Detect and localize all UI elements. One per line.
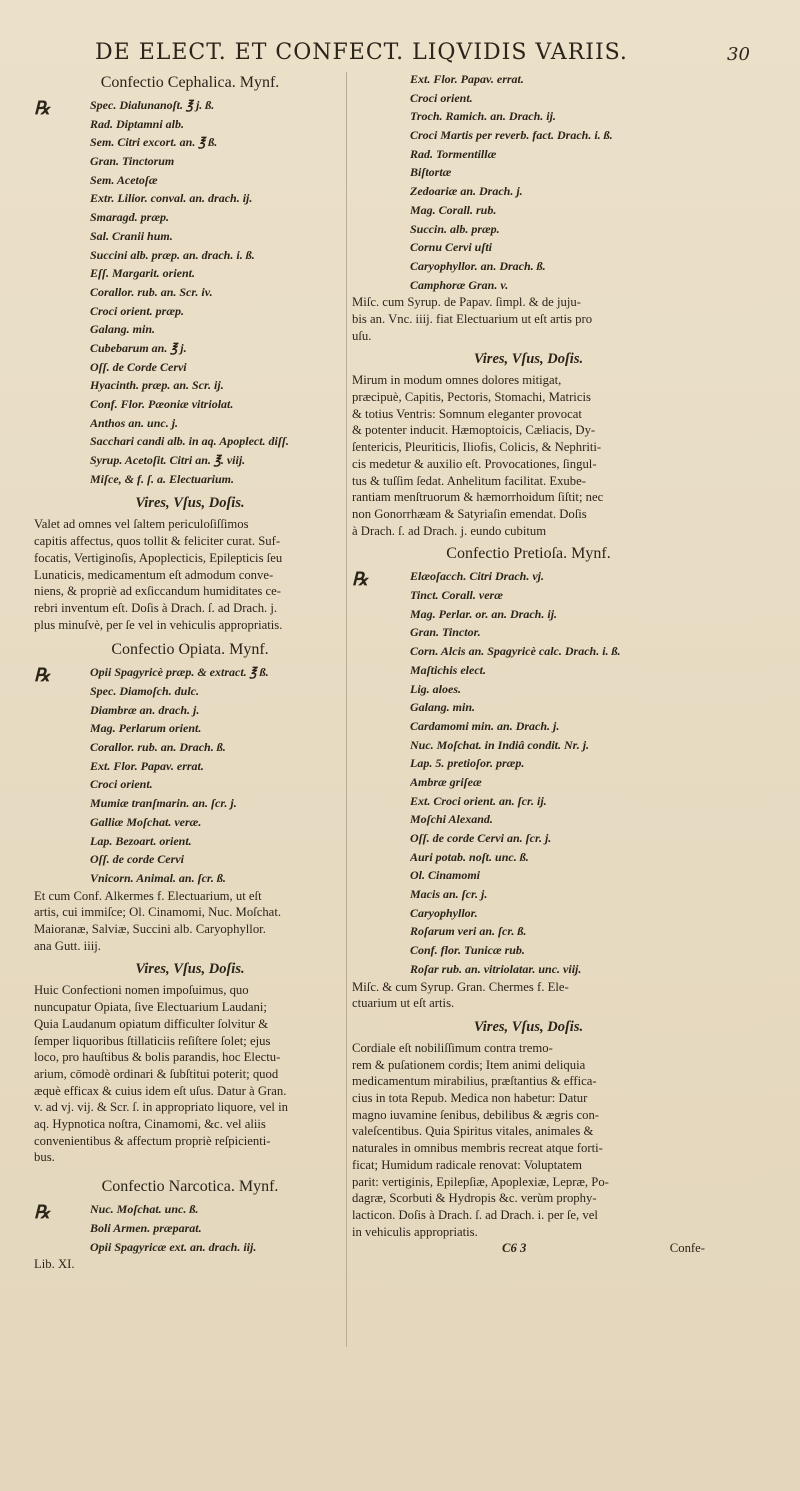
catchword: Confe- [669,1241,705,1256]
recipe-narcotica [34,1200,346,1256]
ingredient-line: Ext. Flor. Papav. errat. [90,758,204,773]
ingredient-line: Troch. Ramich. an. Drach. ij. [410,109,556,124]
text-line: niens, & propriè ad exſiccandum humiditates ce- [34,584,281,599]
text-line: rem & puſationem cordis; Item animi deliquia [352,1057,586,1072]
ingredient-line: Croci orient. [410,90,473,105]
text-line: uſu. [352,328,372,343]
recipe-symbol-icon: ℞ [34,665,51,687]
text-line: valeſcentibus. Quia Spiritus vitales, animales & [352,1124,594,1139]
ingredient-line: Syrup. Acetoſit. Citri an. ℥. viij. [90,453,246,468]
text-line: à Drach. ſ. ad Drach. j. eundo cubitum [352,523,547,538]
ingredient-line: Nuc. Moſchat. in Indiâ condit. Nr. j. [410,737,590,752]
paragraph-opiata-method [34,888,346,955]
ingredient-line: Boli Armen. præparat. [90,1220,202,1235]
ingredient-line: Cubebarum an. ℥ j. [90,340,187,355]
ingredient-line: Mumiæ tranſmarin. an. ſcr. j. [90,796,237,811]
text-line: tus & tuſſim ſedat. Anhelitum facilitat. Exube- [352,473,586,488]
text-line: Lunaticis, medicamentum eſt admodum conve- [34,567,274,582]
ingredient-line: Croci orient. [90,777,153,792]
ingredient-line: Conf. flor. Tunicæ rub. [410,943,525,958]
ingredient-line: Sacchari candi alb. in aq. Apoplect. diſſ. [90,434,289,449]
paragraph-method [352,294,705,344]
text-line: magno iuvamine ſenibus, debilibus & ægris con- [352,1107,600,1122]
text-line: non Gonorrhæam & Satyriaſin emendat. Doſis [352,506,587,521]
paragraph-vires [352,372,705,539]
text-line: rantiam menſtruorum & hæmorrhoidum ſiſtit; nec [352,490,604,505]
text-line: Miſc. & cum Syrup. Gran. Chermes f. Ele- [352,979,569,994]
ingredient-line: Sem. Acetoſæ [90,172,158,187]
text-line: Huic Confectioni nomen impoſuimus, quo [34,983,249,998]
paragraph-opiata [34,982,346,1166]
ingredient-list [90,96,346,488]
ingredient-line: Auri potab. noſt. unc. ß. [410,849,529,864]
text-line: aq. Hypnotica noſtra, Cinamomi, &c. vel aliis [34,1117,266,1132]
text-line: loco, pro hauſtibus & bolis parandis, hoc Electu- [34,1050,281,1065]
ingredient-line: Spec. Dialunanoſt. ℥ j. ß. [90,98,215,112]
text-line: & totius Ventris: Somnum eleganter provocat [352,406,582,421]
text-line: rebri inventum eſt. Doſis à Drach. ſ. ad Drach. j. [34,600,278,615]
text-line: parit: vertiginis, Epilepſiæ, Apoplexiæ, Lepræ, Po- [352,1174,609,1189]
text-line: v. ad vj. vij. & Scr. ſ. in appropriato liquore, vel in [34,1100,288,1115]
text-line: ſemper liquoribus ſtillaticiis reſiſtere ſolet; ejus [34,1033,271,1048]
section-title-pretiosa: Confectio Pretioſa. Mynf. [446,545,611,563]
ingredient-line: Cornu Cervi uſti [410,240,493,255]
ingredient-line: Succin. alb. præp. [410,221,500,236]
text-line: ctuarium ut eſt artis. [352,996,455,1011]
ingredient-line: Gran. Tinctorum [90,154,175,169]
text-line: naturales in omnibus membris recreat atque forti- [352,1141,603,1156]
ingredient-line: Caryophyllor. [410,905,478,920]
text-line: convenientibus & affectum propriè reſpicienti- [34,1133,271,1148]
ingredient-line: Macis an. ſcr. j. [410,887,488,902]
section-title-cephalica: Confectio Cephalica. Mynf. [100,74,280,91]
ingredient-line: Eſſ. Margarit. orient. [90,266,196,281]
ingredient-line: Conf. Flor. Pæoniæ vitriolat. [90,397,234,411]
right-column [352,70,705,1258]
text-line: arium, cōmodè ordinari & ſubſtitui poterit; quod [34,1066,279,1081]
ingredient-list [410,567,705,978]
signature-mark: Lib. XI. [34,1257,75,1272]
ingredient-line: Smaragd. præp. [90,210,170,225]
text-line: Maioranæ, Salviæ, Succini alb. Caryophyllor. [34,922,266,937]
ingredient-line: Mag. Corall. rub. [410,202,497,217]
text-line: ficat; Humidum radicale renovat: Voluptatem [352,1157,582,1172]
running-head: DE ELECT. ET CONFECT. LIQVIDIS VARIIS. [95,40,628,65]
ingredient-line: Roſar rub. an. vitriolatar. unc. viij. [410,961,582,976]
left-column [34,70,346,1273]
text-line: ana Gutt. iiij. [34,938,101,953]
ingredient-line: Ol. Cinamomi [410,868,481,883]
text-line: cius in tota Repub. Medica non habetur: Datur [352,1091,588,1106]
text-line: Mirum in modum omnes dolores mitigat, [352,373,562,388]
vires-heading: Vires, Vſus, Doſis. [135,495,245,512]
ingredient-line: Rad. Diptamni alb. [90,116,185,131]
paragraph-cephalica [34,516,346,633]
text-line: bus. [34,1150,55,1165]
ingredient-line: Succini alb. præp. an. drach. i. ß. [90,247,255,262]
ingredient-line: Opii Spagyricè præp. & extract. ℥ ß. [90,665,269,680]
section-title-narcotica: Confectio Narcotica. Mynf. [101,1178,279,1196]
ingredient-list [410,70,705,294]
section-title-opiata: Confectio Opiata. Mynf. [111,641,269,659]
text-line: Valet ad omnes vel ſaltem periculoſiſſimos [34,517,249,532]
ingredient-line: Galang. min. [410,700,476,715]
ingredient-line: Extr. Lilior. conval. an. drach. ij. [90,191,253,206]
ingredient-line: Caryophyllor. an. Drach. ß. [410,258,546,273]
recipe-symbol-icon: ℞ [352,569,369,591]
text-line: cis medetur & auxilio eſt. Provocationes, ſingul- [352,456,597,471]
ingredient-line: Gran. Tinctor. [410,625,481,640]
recipe-symbol-icon: ℞ [34,98,51,119]
text-line: Quia Laudanum opiatum difficulter ſolvitur & [34,1016,269,1031]
text-line: plus minuſvè, per ſe vel in vehiculis appropriatis. [34,617,283,632]
paragraph-pretiosa [352,1040,705,1240]
ingredient-line: Spec. Diamoſch. dulc. [90,684,199,699]
text-line: medicamentum mirabilius, præſtantius & effica- [352,1074,597,1089]
column-divider [346,72,347,1347]
ingredient-line: Corallor. rub. an. Scr. iv. [90,284,213,299]
ingredient-line: Zedoariæ an. Drach. j. [410,184,523,199]
ingredient-line: Roſarum veri an. ſcr. ß. [410,924,527,939]
ingredient-line: Vnicorn. Animal. an. ſcr. ß. [90,870,226,885]
recipe-opiata [34,663,346,887]
ingredient-line: Oſſ. de corde Cervi an. ſcr. j. [410,831,552,846]
ingredient-line: Ambræ griſeæ [410,774,482,789]
ingredient-line: Lap. Bezoart. orient. [90,833,192,848]
ingredient-line: Camphoræ Gran. v. [410,277,509,292]
paragraph-pretiosa-method [352,979,705,1012]
ingredient-line: Diambræ an. drach. j. [90,702,200,717]
text-line: Miſc. cum Syrup. de Papav. ſimpl. & de juju- [352,295,581,310]
recipe-continued [352,70,705,294]
ingredient-line: Ext. Croci orient. an. ſcr. ij. [410,793,547,808]
text-line: bis an. Vnc. iiij. fiat Electuarium ut eſt artis pro [352,311,593,326]
vires-heading: Vires, Vſus, Doſis. [473,1018,584,1035]
ingredient-line: Croci orient. præp. [90,303,185,318]
text-line: dagræ, Scorbuti & Hydropis &c. verùm prophy- [352,1191,597,1206]
ingredient-line: Sal. Cranii hum. [90,228,173,243]
recipe-symbol-icon: ℞ [34,1202,51,1224]
ingredient-line: Maſtichis elect. [410,662,486,677]
ingredient-line: Galliæ Moſchat. veræ. [90,814,202,829]
ingredient-line: Miſce, & f. ſ. a. Electuarium. [90,471,234,486]
text-line: æquè efficax & cuius idem eſt uſus. Datur à Gran. [34,1083,287,1098]
ingredient-line: Ext. Flor. Papav. errat. [410,72,524,86]
ingredient-line: Mag. Perlarum orient. [90,721,202,736]
text-line: in vehiculis appropriatis. [352,1224,478,1239]
signature-mark: C6 3 [502,1241,527,1256]
ingredient-list [90,1200,346,1256]
vires-heading: Vires, Vſus, Doſis. [135,961,245,978]
ingredient-line: Oſſ. de corde Cervi [90,852,184,867]
ingredient-line: Croci Martis per reverb. fact. Drach. i. ß. [410,128,613,143]
ingredient-line: Mag. Perlar. or. an. Drach. ij. [410,606,558,621]
text-line: capitis affectus, quos tollit & feliciter curat. Suf- [34,534,281,549]
ingredient-line: Galang. min. [90,322,156,337]
recipe-cephalica [34,96,346,488]
ingredient-line: Corn. Alcis an. Spagyricè calc. Drach. i. ß. [410,644,621,659]
text-line: præcipuè, Capitis, Pectoris, Stomachi, Matricis [352,390,591,405]
ingredient-line: Opii Spagyricæ ext. an. drach. iij. [90,1239,257,1254]
ingredient-line: Biſtortæ [410,165,452,180]
text-line: Et cum Conf. Alkermes f. Electuarium, ut eſt [34,888,262,903]
ingredient-line: Oſſ. de Corde Cervi [90,359,187,374]
text-line: Cordiale eſt nobiliſſimum contra tremo- [352,1040,553,1055]
ingredient-line: Nuc. Moſchat. unc. ß. [90,1202,199,1217]
ingredient-line: Moſchi Alexand. [410,812,493,827]
ingredient-list [90,663,346,887]
ingredient-line: Hyacinth. præp. an. Scr. ij. [90,378,224,393]
text-line: nuncupatur Opiata, ſive Electuarium Laudani; [34,1000,267,1015]
vires-heading: Vires, Vſus, Doſis. [473,351,584,368]
ingredient-line: Lap. 5. pretioſor. præp. [410,756,525,771]
recipe-pretiosa [352,567,705,978]
ingredient-line: Rad. Tormentillæ [410,146,497,161]
ingredient-line: Tinct. Corall. veræ [410,588,503,603]
ingredient-line: Corallor. rub. an. Drach. ß. [90,740,226,755]
ingredient-line: Elæoſacch. Citri Drach. vj. [410,569,544,584]
text-line: & potenter inducit. Hæmoptoicis, Cæliacis, Dy- [352,423,596,438]
text-line: lacticon. Doſis à Drach. ſ. ad Drach. i. per ſe, vel [352,1207,598,1222]
ingredient-line: Cardamomi min. an. Drach. j. [410,718,560,733]
text-line: ſentericis, Pleuriticis, Iliofis, Colicis, & Nephriti- [352,440,602,455]
catchword-line [352,1240,705,1258]
ingredient-line: Lig. aloes. [410,681,461,696]
text-line: focatis, Vertiginoſis, Apoplecticis, Epilepticis ſeu [34,550,283,565]
ingredient-line: Sem. Citri excort. an. ℥ ß. [90,135,218,150]
page-number: 30 [727,44,750,65]
text-line: artis, cui immiſce; Ol. Cinamomi, Nuc. Moſchat. [34,905,282,920]
ingredient-line: Anthos an. unc. j. [90,415,179,430]
